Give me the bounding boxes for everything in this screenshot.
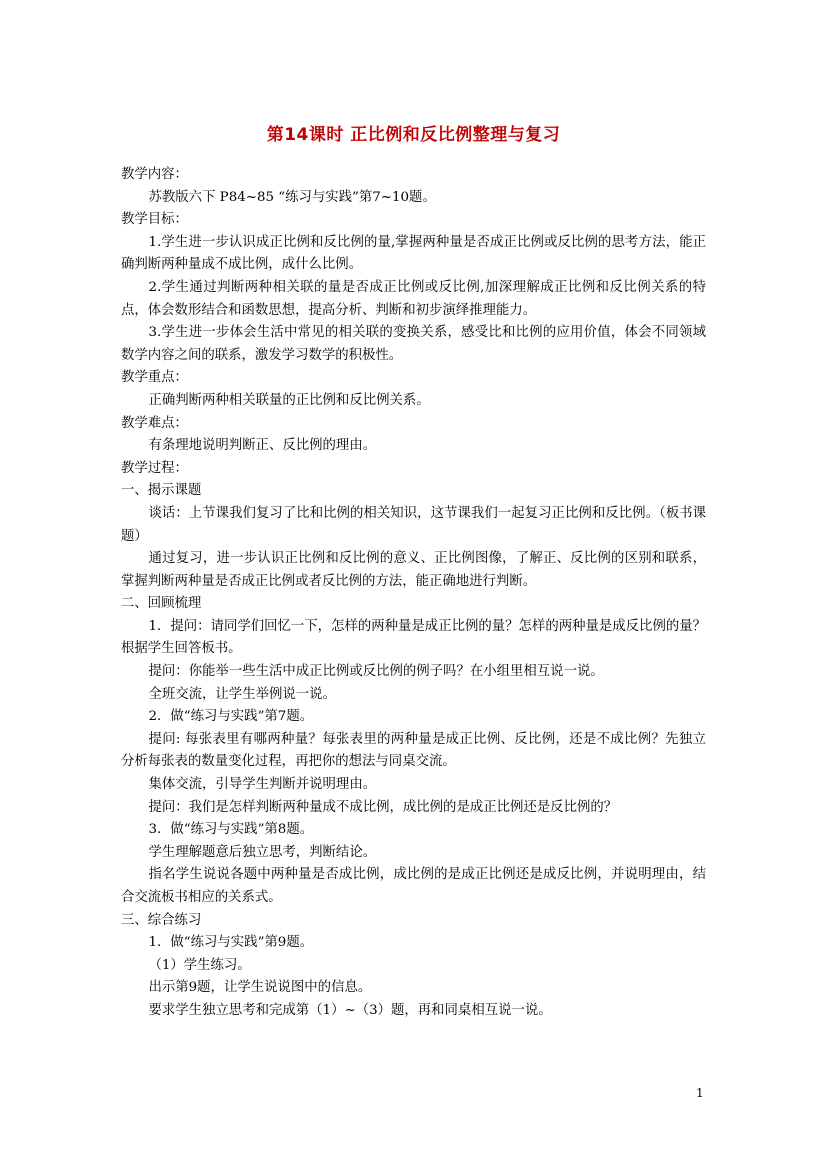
- paragraph: （1）学生练习。: [148, 957, 251, 973]
- paragraph: 教学目标：: [121, 212, 188, 228]
- paragraph: 谈话：上节课我们复习了比和比例的相关知识，这节课我们一起复习正比例和反比例。（板书课题）: [121, 505, 706, 544]
- paragraph: 3.学生进一步体会生活中常见的相关联的变换关系，感受比和比例的应用价值，体会不同领域数学内容之间的联系，激发学习数学的积极性。: [121, 325, 706, 363]
- paragraph: 有条理地说明判断正、反比例的理由。: [148, 438, 377, 454]
- paragraph: 教学过程：: [121, 460, 188, 476]
- paragraph: 1.学生进一步认识成正比例和反比例的量,掌握两种量是否成正比例或反比例的思考方法，能正确判断两种量成不成比例，成什么比例。: [121, 234, 706, 273]
- paragraph: 1．做“练习与实践”第9题。: [148, 935, 314, 951]
- paragraph: 正确判断两种相关联量的正比例和反比例关系。: [148, 392, 430, 408]
- page-number: 1: [696, 1086, 704, 1100]
- section-heading: 一、揭示课题: [121, 483, 202, 499]
- paragraph: 2.学生通过判断两种相关联的量是否成正比例或反比例,加深理解成正比例和反比例关系的特点，体会数形结合和函数思想，提高分析、判断和初步演绎推理能力。: [121, 279, 706, 318]
- section-heading: 三、综合练习: [121, 912, 202, 928]
- paragraph: 学生理解题意后独立思考，判断结论。: [148, 844, 377, 860]
- paragraph: 要求学生独立思考和完成第（1）~（3）题，再和同桌相互说一说。: [148, 1002, 552, 1018]
- paragraph: 教学重点：: [121, 370, 188, 386]
- paragraph: 全班交流，让学生举例说一说。: [148, 686, 336, 702]
- paragraph: 指名学生说说各题中两种量是否成比例，成比例的是成正比例还是成反比例，并说明理由，结合交流板书相应的关系式。: [121, 867, 706, 905]
- paragraph: 1．提问：请同学们回忆一下，怎样的两种量是成正比例的量？怎样的两种量是成反比例的量？ 根据学生回答板书。: [121, 618, 707, 657]
- document-body: [121, 164, 706, 1023]
- paragraph: 提问: 每张表里有哪两种量？每张表里的两种量是成正比例、反比例，还是不成比例？先独立分析每张表的数量变化过程，再把你的想法与同桌交流。: [121, 731, 706, 770]
- paragraph: 提问：你能举一些生活中成正比例或反比例的例子吗？在小组里相互说一说。: [148, 664, 604, 680]
- section-heading: 二、回顾梳理: [121, 596, 202, 612]
- paragraph: 教学内容：: [121, 167, 188, 182]
- paragraph: 教学难点：: [121, 415, 188, 431]
- document-title: 第14课时 正比例和反比例整理与复习: [266, 125, 561, 145]
- paragraph: 集体交流，引导学生判断并说明理由。: [148, 777, 377, 793]
- paragraph: 通过复习，进一步认识正比例和反比例的意义、正比例图像，了解正、反比例的区别和联系，掌握判断两种量是否成正比例或者反比例的方法，能正确地进行判断。: [121, 551, 706, 589]
- paragraph: 苏教版六下 P84~85 “练习与实践”第7~10题。: [148, 189, 436, 205]
- paragraph: 2．做“练习与实践”第7题。: [148, 709, 314, 725]
- paragraph: 出示第9题，让学生说说图中的信息。: [148, 980, 372, 996]
- paragraph: 提问：我们是怎样判断两种量成不成比例，成比例的是成正比例还是反比例的？: [148, 799, 618, 815]
- paragraph: 3．做“练习与实践”第8题。: [148, 822, 314, 838]
